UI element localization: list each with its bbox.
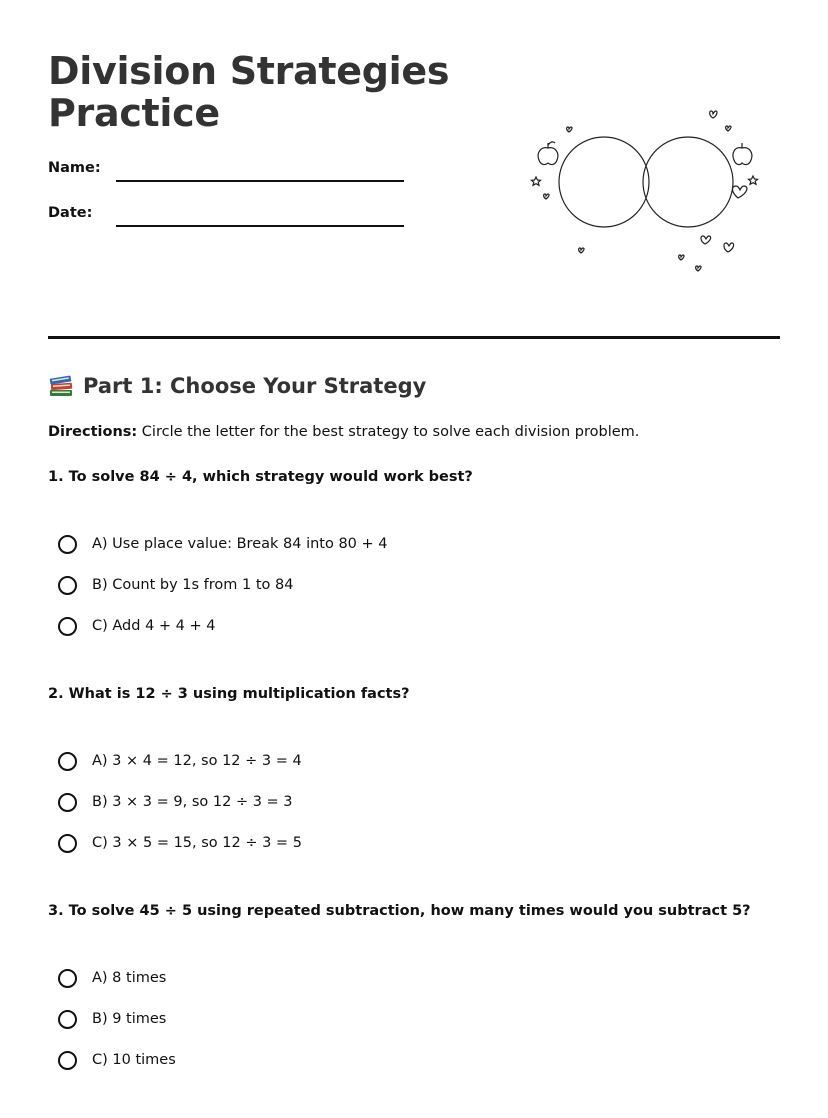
option-label: C) 3 × 5 = 15, so 12 ÷ 3 = 5	[92, 835, 302, 851]
option-label: C) Add 4 + 4 + 4	[92, 618, 216, 634]
question-3-option-c[interactable]	[58, 1048, 176, 1072]
heart-icon	[710, 111, 717, 118]
star-icon	[532, 177, 541, 185]
directions-text: Circle the letter for the best strategy to solve each division problem.	[137, 424, 640, 440]
page-title	[48, 50, 449, 134]
radio-circle[interactable]	[58, 752, 77, 771]
radio-circle[interactable]	[58, 969, 77, 988]
option-label: B) 9 times	[92, 1011, 167, 1027]
heart-icon	[701, 236, 711, 244]
name-field-line[interactable]	[116, 180, 404, 182]
apple-icon	[538, 142, 558, 165]
part-1-heading	[48, 373, 426, 399]
section-divider	[48, 336, 780, 339]
question-1-option-a[interactable]	[58, 532, 388, 556]
question-2-option-c[interactable]	[58, 831, 302, 855]
heart-icon	[732, 186, 746, 198]
question-3-option-b[interactable]	[58, 1007, 166, 1031]
option-label: B) Count by 1s from 1 to 84	[92, 577, 294, 593]
radio-circle[interactable]	[58, 834, 77, 853]
radio-circle[interactable]	[58, 1051, 77, 1070]
star-icon	[749, 176, 758, 184]
option-label: A) Use place value: Break 84 into 80 + 4	[92, 536, 388, 552]
heart-icon	[724, 243, 734, 252]
venn-right-circle	[643, 137, 733, 227]
title-line-1: Division Strategies	[48, 49, 450, 93]
heart-icon	[679, 255, 684, 260]
title-line-2: Practice	[48, 91, 220, 135]
directions-label: Directions:	[48, 424, 138, 440]
radio-circle[interactable]	[58, 793, 77, 812]
radio-circle[interactable]	[58, 576, 77, 595]
heart-icon	[726, 126, 731, 131]
name-label: Name:	[48, 160, 101, 176]
question-2-option-a[interactable]	[58, 749, 302, 773]
option-label: A) 8 times	[92, 970, 167, 986]
question-2-option-b[interactable]	[58, 790, 293, 814]
directions	[48, 424, 639, 440]
option-label: A) 3 × 4 = 12, so 12 ÷ 3 = 4	[92, 753, 302, 769]
books-icon	[48, 373, 74, 399]
question-1-prompt: 1. To solve 84 ÷ 4, which strategy would work best?	[48, 469, 473, 485]
question-1-option-b[interactable]	[58, 573, 293, 597]
heart-icon	[579, 248, 584, 253]
date-label: Date:	[48, 205, 93, 221]
option-label: B) 3 × 3 = 9, so 12 ÷ 3 = 3	[92, 794, 293, 810]
part-1-heading-text: Part 1: Choose Your Strategy	[83, 374, 427, 398]
venn-left-circle	[559, 137, 649, 227]
radio-circle[interactable]	[58, 535, 77, 554]
heart-icon	[544, 194, 549, 199]
question-1-option-c[interactable]	[58, 614, 215, 638]
question-3-prompt: 3. To solve 45 ÷ 5 using repeated subtraction, how many times would you subtract 5?	[48, 903, 751, 919]
apple-icon	[733, 143, 752, 165]
heart-icon	[696, 266, 701, 271]
radio-circle[interactable]	[58, 617, 77, 636]
radio-circle[interactable]	[58, 1010, 77, 1029]
venn-diagram-illustration	[528, 100, 764, 280]
heart-icon	[567, 127, 572, 132]
question-2-prompt: 2. What is 12 ÷ 3 using multiplication facts?	[48, 686, 410, 702]
date-field-line[interactable]	[116, 225, 404, 227]
option-label: C) 10 times	[92, 1052, 176, 1068]
question-3-option-a[interactable]	[58, 966, 166, 990]
